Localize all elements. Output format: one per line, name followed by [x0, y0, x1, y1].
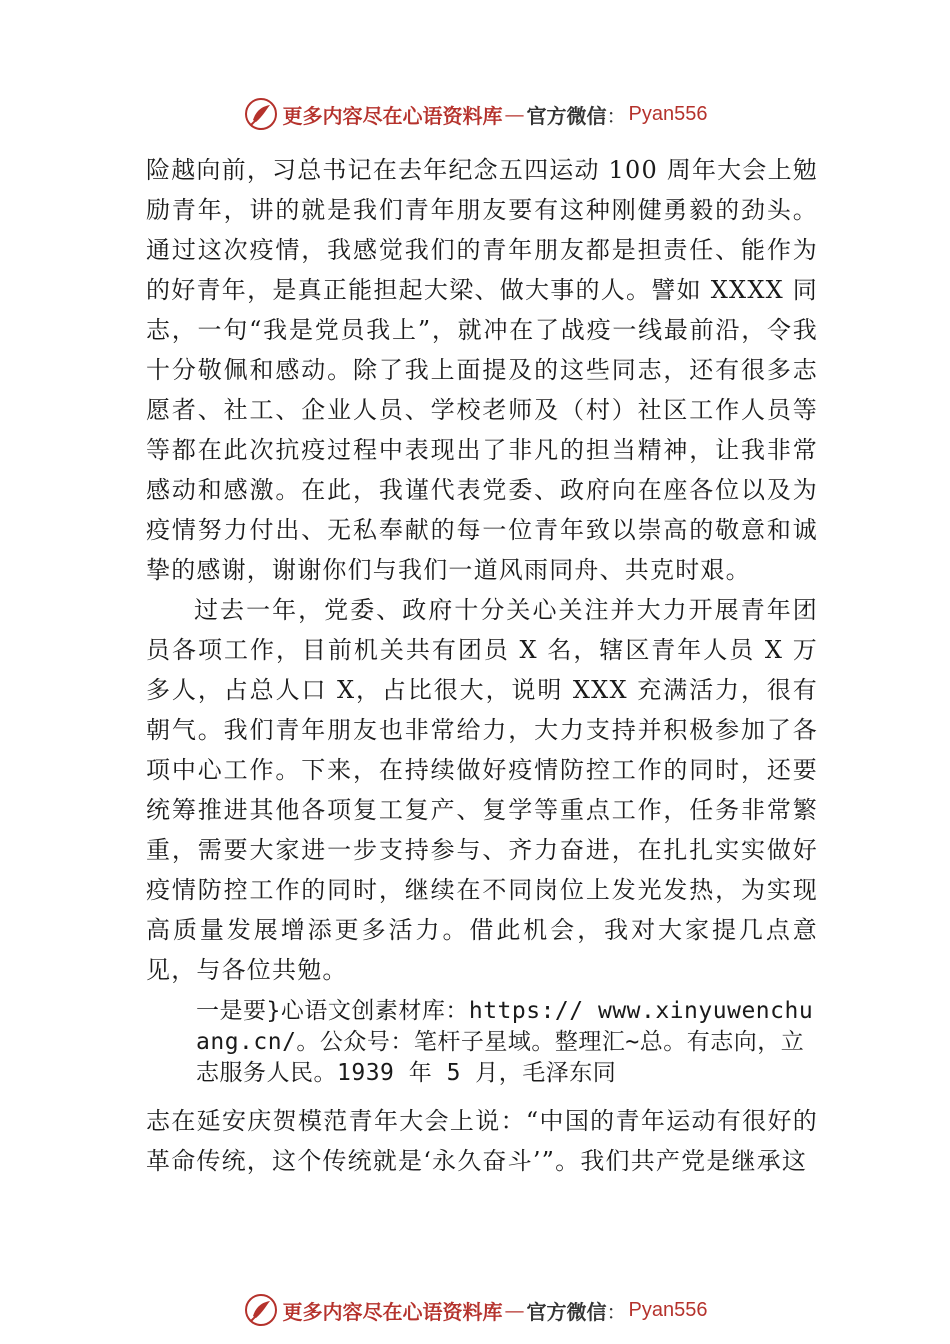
header-dash: —: [504, 102, 525, 126]
paragraph-2: 过去一年，党委、政府十分关心关注并大力开展青年团员各项工作，目前机关共有团员 X 名，辖区青年人员 X 万多人，占总人口 X，占比很大，说明 XXX 充满活力，很有朝气。我们青年朋友也非常给力，大力支持并积极参加了各项中心工作。下来，在持续做好疫情防控工作的同时，还要统筹推进其他各项复工复产、复学等重点工作，任务非常繁重，需要大家进一步支持参与、齐力奋进，在扎扎实实做好疫情防控工作的同时，继续在不同岗位上发光发热，为实现高质量发展增添更多活力。借此机会，我对大家提几点意见，与各位共勉。: [146, 596, 818, 984]
footer-colon: ：: [606, 1299, 627, 1324]
header-banner: [0, 94, 950, 134]
paragraph-4: 志在延安庆贺模范青年大会上说：“中国的青年运动有很好的革命传统，这个传统就是‘永久奋斗’”。我们共产党是继承这: [146, 1107, 818, 1175]
footer-brand: 更多内容尽在心语资料库: [282, 1299, 503, 1324]
brand-logo-icon: [243, 1292, 279, 1328]
footer-dash: —: [504, 1298, 525, 1322]
paragraph-3: 一是要}心语文创素材库：https:// www.xinyuwenchuang.cn/。公众号：笔杆子星域。整理汇~总。有志向，立志服务人民。1939 年 5 月，毛泽东同: [196, 998, 814, 1086]
brand-logo-icon: [243, 96, 279, 132]
footer-wechat-id: Pyan556: [628, 1298, 708, 1321]
header-wechat-label: 官方微信: [526, 103, 607, 128]
footer-wechat-label: 官方微信: [526, 1299, 607, 1324]
header-brand: 更多内容尽在心语资料库: [282, 103, 503, 128]
header-colon: ：: [606, 103, 627, 128]
footer-banner: [0, 1290, 950, 1330]
paragraph-1: 险越向前，习总书记在去年纪念五四运动 100 周年大会上勉励青年，讲的就是我们青年朋友要有这种刚健勇毅的劲头。 通过这次疫情，我感觉我们的青年朋友都是担责任、能作为的好青年，是真正能担起大梁、做大事的人。譬如 XXXX 同志，一句“我是党员我上”，就冲在了战疫一线最前沿，令我十分敬佩和感动。除了我上面提及的这些同志，还有很多志愿者、社工、企业人员、学校老师及（村）社区工作人员等等都在此次抗疫过程中表现出了非凡的担当精神，让我非常感动和感激。在此，我谨代表党委、政府向在座各位以及为疫情努力付出、无私奉献的每一位青年致以崇高的敬意和诚挚的感谢，谢谢你们与我们一道风雨同舟、共克时艰。: [146, 156, 818, 584]
document-body: [146, 150, 818, 1181]
header-wechat-id: Pyan556: [628, 102, 708, 125]
